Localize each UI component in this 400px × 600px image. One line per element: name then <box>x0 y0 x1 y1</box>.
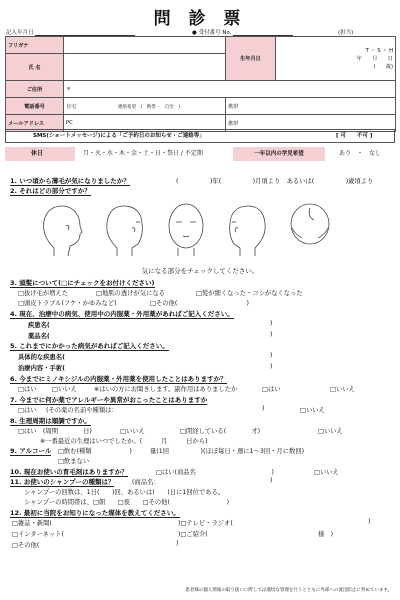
home-label: 自宅 <box>66 103 77 110</box>
school-label: 一年以内の学児希望 <box>233 147 325 161</box>
q3-opt-other[interactable]: □その他( ) <box>150 300 250 307</box>
q3-opt-hair-loss[interactable]: □抜け毛が増えた <box>18 290 69 297</box>
school-options[interactable]: あり ・ なし <box>339 150 382 157</box>
patient-info-table <box>5 36 396 132</box>
q11-label: 11. お使いのシャンプーの種類は？ <box>10 478 115 486</box>
q6-note: ※はいの方にお聞きします。副作用はありましたか <box>94 386 238 393</box>
address-field[interactable]: 〒 <box>64 81 396 98</box>
q12-other[interactable]: □その他( <box>12 542 40 549</box>
head-top[interactable] <box>291 204 329 244</box>
q8-label: 8. 生理周期は順調ですか。 <box>10 417 91 425</box>
q3-opt-scalp-trouble[interactable]: □頭皮トラブル(フケ・かゆみなど) <box>18 300 117 307</box>
q9-nodrink[interactable]: □飲まない <box>58 458 90 465</box>
q11-product: (商品名： <box>132 479 160 486</box>
q10-no[interactable]: □いいえ <box>314 469 339 476</box>
q8-note: ※一番最近の生理はいつでしたか。( 月 日から) <box>40 438 208 445</box>
birth-field[interactable] <box>276 37 396 81</box>
email-mobile-field[interactable]: 携帯 <box>226 115 396 132</box>
q3-label: 3. 頭髪について(□にチェックをお付けください) <box>10 279 155 287</box>
privacy-footer: 患者様の個人情報の取り扱いに際しては適切な管理を行うとともに外部への流出防止に努めています。 <box>185 588 392 593</box>
q6-label: 6. 今までにミノキシジルの内服薬・外用薬を使用したことはありますか？ <box>10 375 227 383</box>
home-phone-field[interactable] <box>64 98 226 115</box>
head-left-profile[interactable] <box>44 206 82 256</box>
birth-age: ( 歳) <box>373 63 393 70</box>
q12-magazine[interactable]: □雑誌・新聞( <box>12 520 52 527</box>
date-label: 記入年月日 <box>6 28 135 36</box>
q6-yes[interactable]: □はい <box>18 386 37 393</box>
q7-detail: (その薬の名前や種類は： <box>46 407 118 414</box>
mobile-phone-field[interactable]: 携帯 <box>226 98 396 115</box>
q8-yes[interactable]: □はい (周期 日) <box>18 428 92 435</box>
q11-frequency[interactable]: シャンプーの回数は、1日( )回、あるいは( )日に1回位である。 <box>24 489 225 496</box>
q10-yes[interactable]: □はい(商品名 ) <box>156 469 274 476</box>
q10-label: 10. 現在お使いの育毛剤はありますか？ <box>10 468 128 476</box>
q4-label: 4. 現在、治療中の病気、使用中の内服薬・外用薬があればご記入ください。 <box>10 310 234 318</box>
furigana-field[interactable] <box>64 37 226 54</box>
address-label: ご住所 <box>6 81 64 98</box>
q4-disease-close: ) <box>270 320 273 327</box>
q11-time[interactable]: シャンプーの時間帯は、□朝 □夜 □その他( ) <box>24 499 230 506</box>
q4-medicine-close: ) <box>270 331 273 338</box>
holiday-days[interactable]: 月・火・水・木・金・土・日・祭日 / 不定期 <box>83 150 203 157</box>
q1-answer[interactable]: ( )年( )月頃より あるいは( )歳頃より <box>176 178 374 185</box>
holiday-row <box>5 147 395 161</box>
q8-no[interactable]: □いいえ <box>120 428 145 435</box>
q5-disease-close: ) <box>270 352 273 359</box>
q12-tv-close: ) <box>368 518 371 525</box>
q7-yes[interactable]: □はい <box>18 407 37 414</box>
q2-label: 2. それはどの部分ですか？ <box>10 187 91 195</box>
q1-label: 1. いつ頃から薄毛が気になりましたか？ <box>10 177 130 185</box>
head-diagrams-caption: 気になる部分をチェックしてください。 <box>141 267 259 275</box>
q12-internet[interactable]: □インターネット( <box>12 531 64 538</box>
birth-label: 生年月日 <box>226 37 276 81</box>
q12-other-close: ) <box>176 540 179 547</box>
q5-label: 5. これまでにかかった病気があればご記入ください。 <box>10 342 169 350</box>
sms-row <box>5 129 395 143</box>
head-left-oblique[interactable] <box>107 206 143 256</box>
phone-label: 電話番号 <box>6 98 64 115</box>
q3-opt-thinner[interactable]: □髪が細くなった・コシがなくなった <box>196 290 303 297</box>
birth-era: T ・ S ・ H <box>365 47 393 54</box>
q5-disease-label: 具体的な疾患名( <box>18 354 65 361</box>
page-title: 問 診 票 <box>153 9 247 29</box>
reception-label: ● 受付番号 No. <box>192 28 293 36</box>
q6-no[interactable]: □いいえ <box>52 386 77 393</box>
q12-referral[interactable]: )□ご紹介( <box>178 531 208 538</box>
head-right-oblique[interactable] <box>230 206 266 256</box>
q4-medicine-label: 薬品名( <box>28 333 50 340</box>
q3-opt-scalp-visible[interactable]: □地肌の透けが気になる <box>96 290 165 297</box>
furigana-label: フリガナ <box>6 37 64 54</box>
name-label: 氏 名 <box>6 54 64 81</box>
q9-amount: 量(1回 )(ほぼ毎日・週に1〜3回・月に数回) <box>150 448 305 455</box>
q4-disease-label: 疾患名( <box>28 322 50 329</box>
name-field[interactable] <box>64 54 226 81</box>
q11-product-close: ) <box>270 477 273 484</box>
email-pc-field[interactable]: PC <box>64 115 226 132</box>
q6-side-no[interactable]: □いいえ <box>330 386 355 393</box>
birth-ymd: 年 月 日 <box>356 55 393 62</box>
sms-label: SMS(ショートメッセージ)による「ご予約日のお知らせ・ご連絡等」 <box>33 133 205 139</box>
q5-treatment-label: 治療内容・手術( <box>18 365 65 372</box>
q5-treatment-close: ) <box>270 363 273 370</box>
q12-tv-radio[interactable]: )□テレビ・ラジオ( <box>178 520 233 527</box>
q9-label: 9. アルコール <box>10 447 52 455</box>
q12-referral-suffix: 様 ) <box>318 531 334 538</box>
email-label: メールアドレス <box>6 115 64 132</box>
q8-none[interactable]: □いいえ <box>318 428 343 435</box>
q8-menopause[interactable]: □閉経している( 才) <box>180 428 261 435</box>
contact-pref: 連絡希望 ( 携帯・ 自宅 ) <box>118 104 181 110</box>
q12-label: 12. 最初に当院をお知りになった媒体を教えてください。 <box>10 509 180 517</box>
holiday-label: 休日 <box>5 147 75 161</box>
staff-label: (担当) <box>338 30 354 36</box>
q6-side-yes[interactable]: □はい <box>262 386 281 393</box>
head-front[interactable] <box>169 204 203 256</box>
q7-detail-close: ) <box>262 405 265 412</box>
q9-drink[interactable]: □飲む(種類 ) <box>58 448 132 455</box>
head-diagrams <box>40 200 360 258</box>
q7-no[interactable]: □いいえ <box>300 407 325 414</box>
q7-label: 7. 今までに何か薬でアレルギーや異常がおこったことはありますか <box>10 396 208 404</box>
sms-options[interactable]: [ 可 不可 ] <box>336 133 373 139</box>
